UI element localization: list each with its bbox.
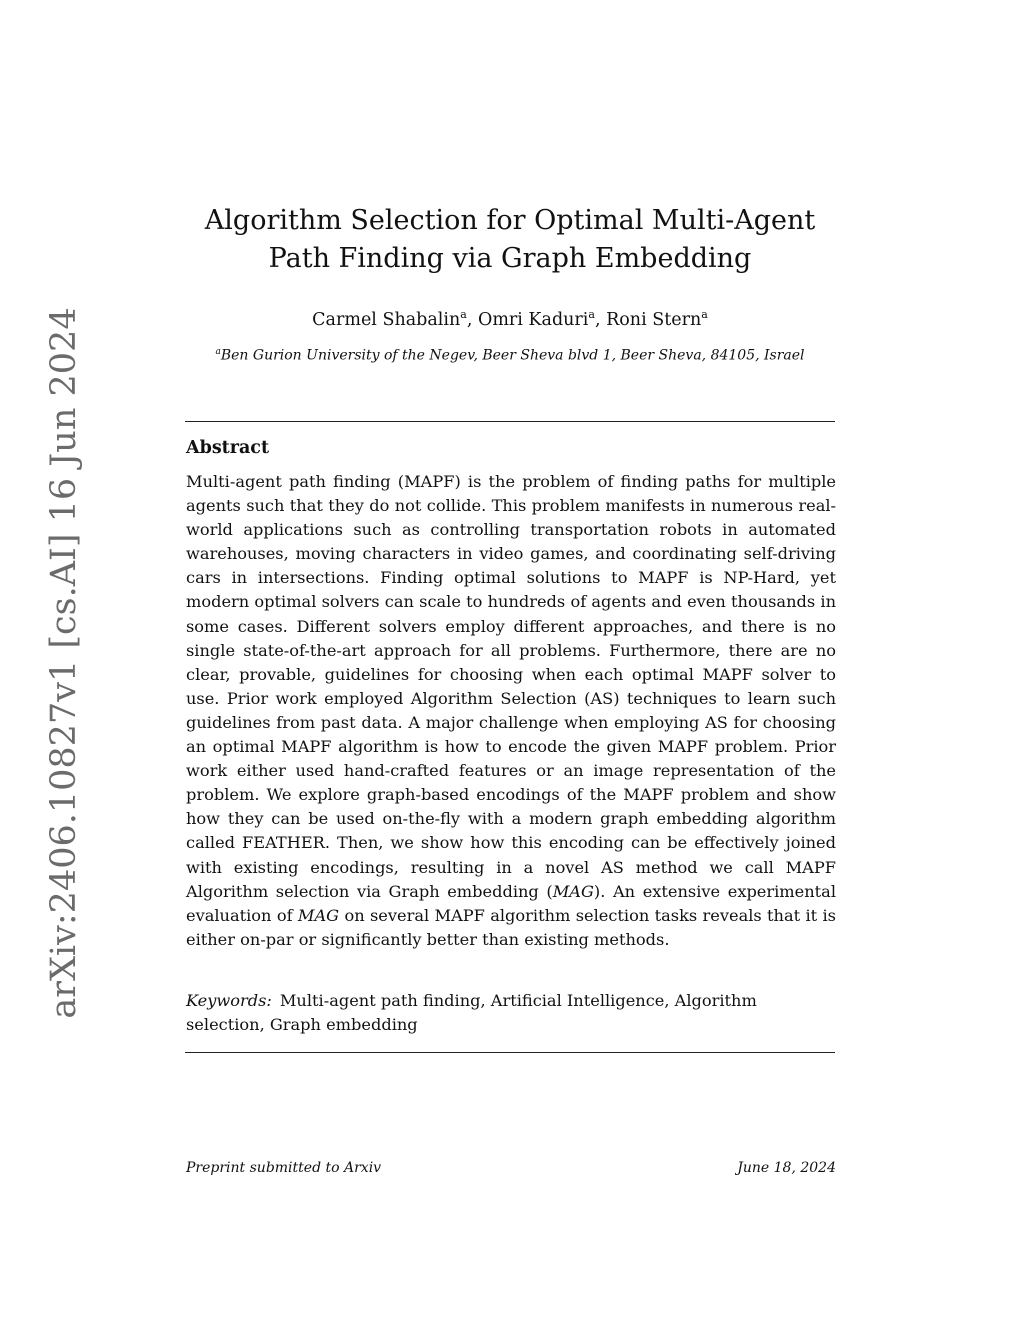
keywords-label: Keywords: <box>186 991 272 1010</box>
author-separator: , <box>594 309 607 330</box>
affiliation-text: Ben Gurion University of the Negev, Beer Sheva blvd 1, Beer Sheva, 84105, Israel <box>220 347 805 364</box>
author-name: Omri Kaduri <box>477 309 589 330</box>
author-name: Carmel Shabalin <box>312 309 461 330</box>
author-affiliation-marker: a <box>460 308 467 321</box>
abstract-text-part: Multi-agent path finding (MAPF) is the problem of finding paths for multiple agents such that they do not collide. This problem manifests in numerous real-world applications such as controlling transportation robots in automated warehouses, moving characters in video games, and coordinating self-driving cars in intersections. Finding optimal solutions to MAPF is NP-Hard, yet modern optimal solvers can scale to hundreds of agents and even thousands in some cases. Different solvers employ different approaches, and there is no single state-of-the-art approach for all problems. Furthermore, there are no clear, provable, guidelines for choosing when each optimal MAPF solver to use. Prior work employed Algorithm Selection (AS) techniques to learn such guidelines from past data. A major challenge when employing AS for choosing an optimal MAPF algorithm is how to encode the given MAPF problem. Prior work either used hand-crafted features or an image representation of the problem. We explore graph-based encodings of the MAPF problem and show how they can be used on-the-fly with a modern graph embedding algorithm called FEATHER. Then, we show how this encoding can be effectively joined with existing encodings, resulting in a novel AS method we call MAPF Algorithm selection via Graph embedding ( <box>186 472 836 901</box>
author-separator: , <box>466 309 478 330</box>
arxiv-identifier-stamp: arXiv:2406.10827v1 [cs.AI] 16 Jun 2024 <box>44 307 84 1019</box>
author-affiliation-marker: a <box>701 308 708 321</box>
abstract-heading: Abstract <box>186 438 270 458</box>
method-name-emphasis: MAG <box>297 905 340 925</box>
method-name-emphasis: MAG <box>552 881 594 901</box>
abstract-text-part: ). An extensive experimental evaluation of <box>186 881 836 925</box>
author-affiliation-marker: a <box>588 308 595 321</box>
paper-title: Algorithm Selection for Optimal Multi-Agent Path Finding via Graph Embedding <box>204 205 816 274</box>
abstract-body <box>186 470 836 952</box>
affiliation <box>185 341 835 367</box>
author-list <box>185 303 835 332</box>
preprint-note: Preprint submitted to Arxiv <box>186 1160 382 1176</box>
author-name: Roni Stern <box>606 309 702 330</box>
preprint-date: June 18, 2024 <box>737 1160 836 1176</box>
top-divider <box>185 421 835 422</box>
keywords-text: Multi-agent path finding, Artificial Intelligence, Algorithm selection, Graph embedding <box>186 991 757 1034</box>
keywords <box>186 989 836 1037</box>
bottom-divider <box>185 1052 835 1053</box>
affiliation-marker: a <box>215 347 221 357</box>
abstract-text-part: on several MAPF algorithm selection tasks reveals that it is either on-par or significantly better than existing methods. <box>186 905 836 949</box>
